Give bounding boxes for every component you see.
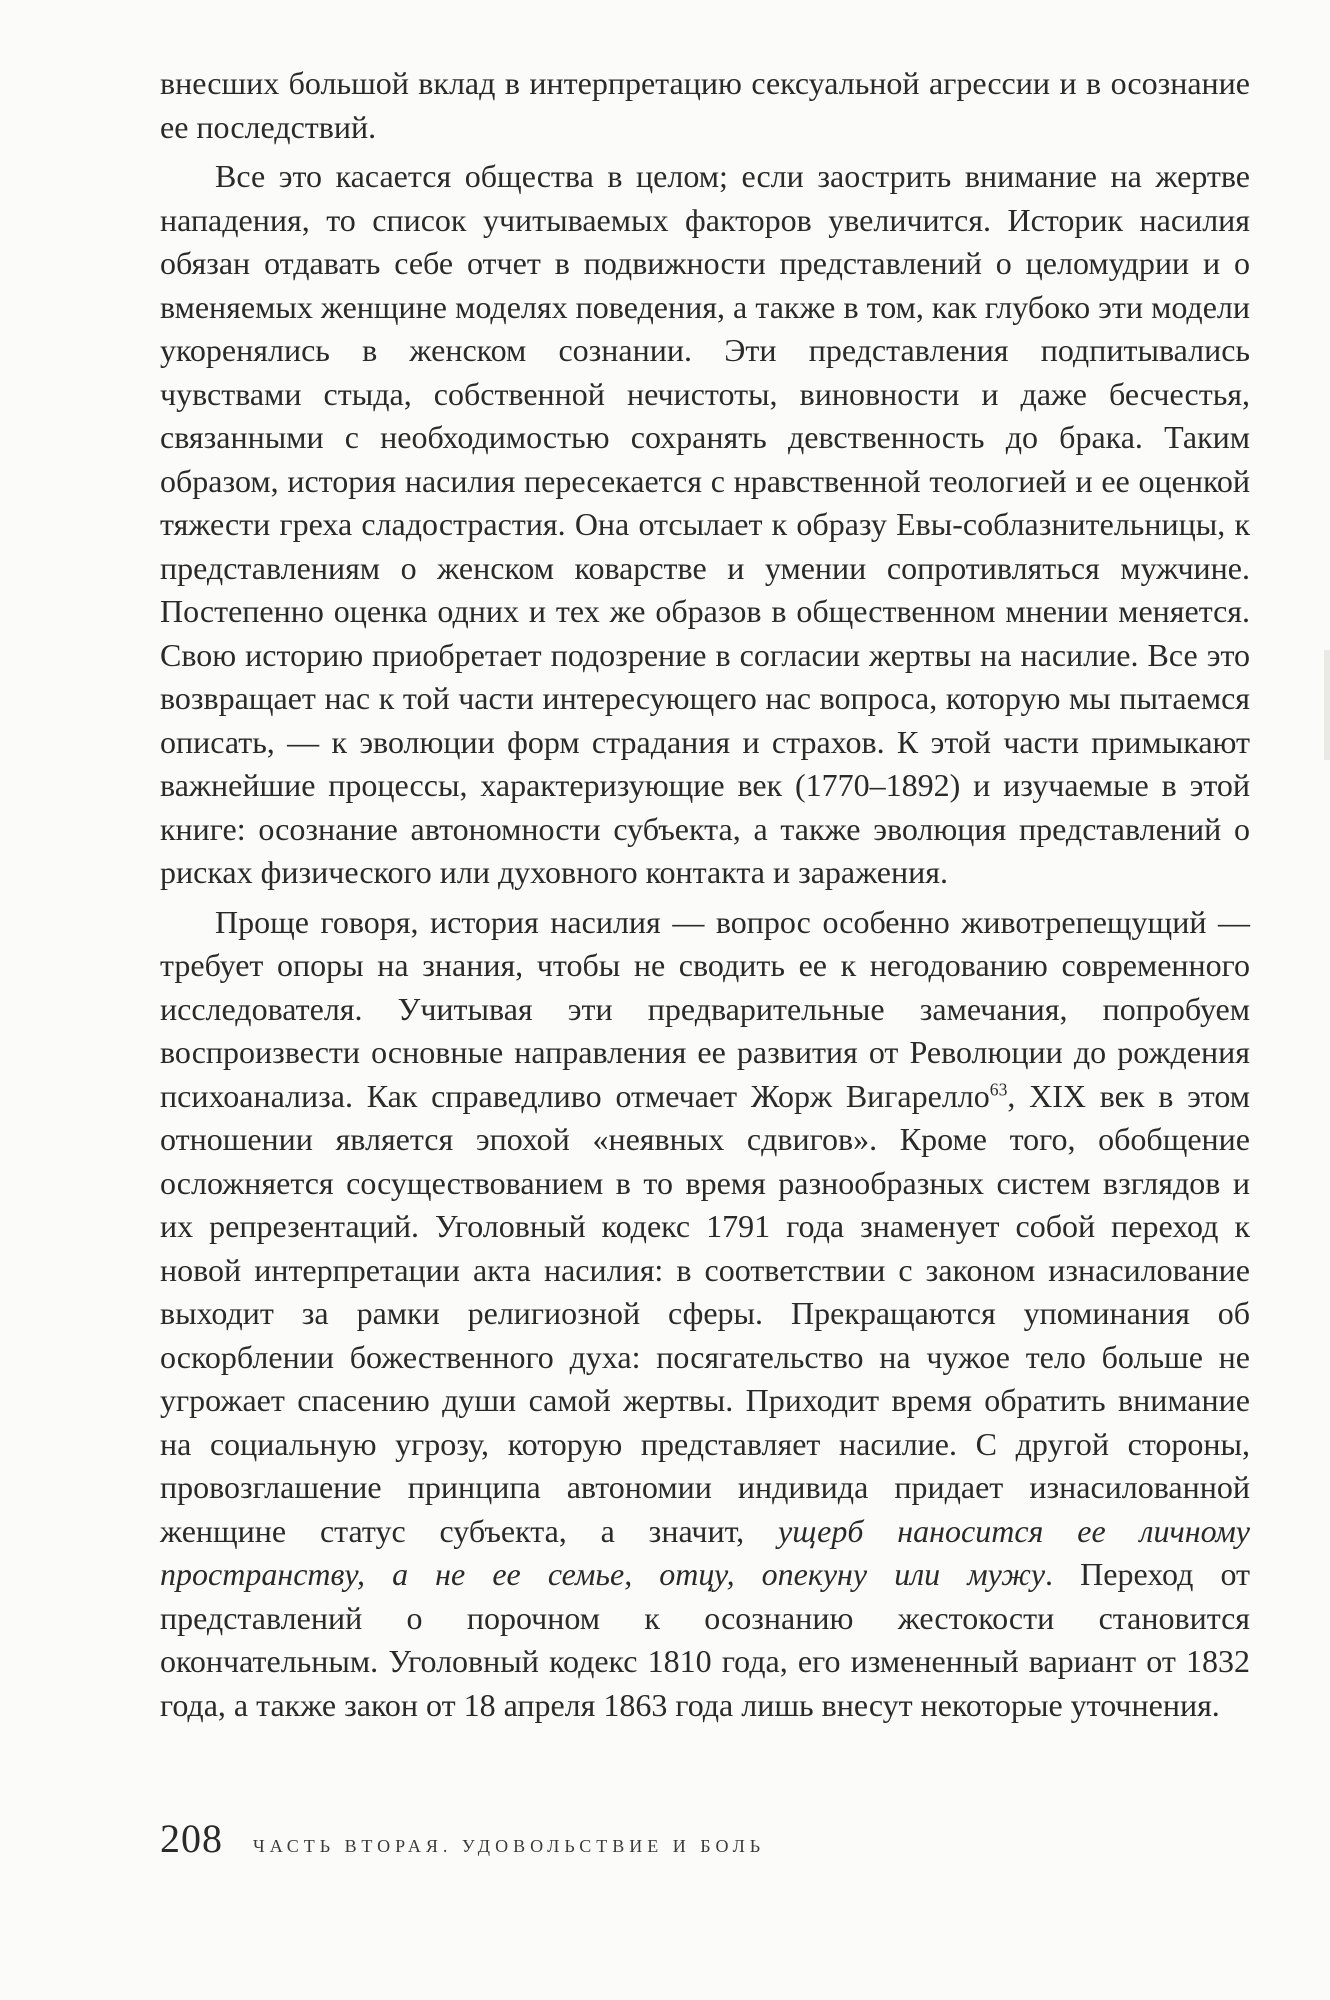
footnote-ref: 63 xyxy=(989,1078,1008,1099)
paragraph-1 xyxy=(160,62,1250,149)
text-run: внесших большой вклад в интерпретацию сексуальной агрессии и в осознание ее последствий. xyxy=(160,65,1250,145)
text-run: , XIX век в этом отношении является эпохой «неявных сдвигов». Кроме того, обобщение осложняется сосуществованием в то время разнообразных систем взглядов и их репрезентаций. Уголовный кодекс 1791 года знаменует собой переход к новой интерпретации акта насилия: в соответствии с законом изнасилование выходит за рамки религиозной сферы. Прекращаются упоминания об оскорблении божественного духа: посягательство на чужое тело больше не угрожает спасению души самой жертвы. Приходит время обратить внимание на социальную угрозу, которую представляет насилие. С другой стороны, провозглашение принципа автономии индивида придает изнасилованной женщине статус субъекта, а значит, xyxy=(160,1077,1251,1549)
text-run: Все это касается общества в целом; если заострить внимание на жертве нападения, то список учитываемых факторов увеличится. Историк насилия обязан отдавать себе отчет в подвижности представлений о целомудрии и о вменяемых женщине моделях поведения, а также в том, как глубоко эти модели укоренялись в женском сознании. Эти представления подпитывались чувствами стыда, собственной нечистоты, виновности и даже бесчестья, связанными с необходимостью сохранять девственность до брака. Таким образом, история насилия пересекается с нравственной теологией и ее оценкой тяжести греха сладострастия. Она отсылает к образу Евы-соблазнительницы, к представлениям о женском коварстве и умении сопротивляться мужчине. Постепенно оценка одних и тех же образов в общественном мнении меняется. Свою историю приобретает подозрение в согласии жертвы на насилие. Все это возвращает нас к той части интересующего нас вопроса, которую мы пытаемся описать, — к эволюции форм страдания и страхов. К этой части примыкают важнейшие процессы, характеризующие век (1770–1892) и изучаемые в этой книге: осознание автономности субъекта, а также эволюция представлений о рисках физического или духовного контакта и заражения. xyxy=(160,158,1250,890)
text-run: Проще говоря, история насилия — вопрос особенно животрепещущий — требует опоры на знания, чтобы не сводить ее к негодованию современного исследователя. Учитывая эти предварительные замечания, попробуем воспроизвести основные направления ее развития от Революции до рождения психоанализа. Как справедливо отмечает Жорж Вигарелло xyxy=(160,903,1250,1114)
paragraph-2 xyxy=(160,155,1250,895)
page-number: 208 xyxy=(160,1816,223,1861)
page-edge-shadow xyxy=(1324,650,1330,760)
paragraph-3 xyxy=(160,901,1250,1728)
body-text xyxy=(160,62,1250,1727)
text-run: . Переход от представлений о порочном к осознанию жестокости становится окончательным. Уголовный кодекс 1810 года, его измененный вариант от 1832 года, а также закон от 18 апреля 1863 года лишь внесут некоторые уточнения. xyxy=(160,1556,1251,1723)
page-footer xyxy=(160,1815,1250,1865)
italic-emphasis: ущерб наносится ее личному пространству, а не ее семье, отцу, опекуну или мужу xyxy=(160,1512,1251,1592)
running-title: ЧАСТЬ ВТОРАЯ. УДОВОЛЬСТВИЕ И БОЛЬ xyxy=(253,1836,766,1856)
